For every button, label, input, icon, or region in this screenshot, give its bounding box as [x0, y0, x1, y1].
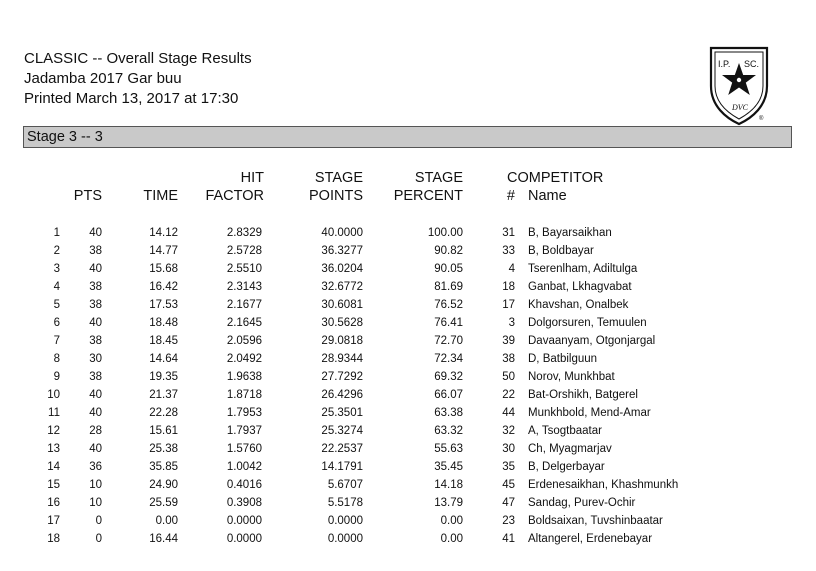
- stage-points-cell: 30.6081: [321, 299, 363, 311]
- time-cell: 19.35: [149, 371, 178, 383]
- place-cell: 4: [53, 281, 60, 293]
- pts-cell: 0: [95, 533, 102, 545]
- stage-points-cell: 22.2537: [321, 443, 363, 455]
- place-cell: 9: [53, 371, 60, 383]
- header-hit: HIT: [240, 170, 264, 186]
- report-title: CLASSIC -- Overall Stage Results: [24, 50, 252, 67]
- table-row: [0, 224, 816, 242]
- competitor-name-cell: Norov, Munkhbat: [528, 371, 615, 383]
- stage-points-cell: 25.3274: [321, 425, 363, 437]
- competitor-name-cell: Ch, Myagmarjav: [528, 443, 612, 455]
- place-cell: 3: [53, 263, 60, 275]
- competitor-number-cell: 23: [502, 515, 515, 527]
- pts-cell: 38: [89, 299, 102, 311]
- hit-factor-cell: 2.1645: [226, 317, 262, 329]
- hit-factor-cell: 0.3908: [226, 497, 262, 509]
- pts-cell: 40: [89, 227, 102, 239]
- pts-cell: 38: [89, 245, 102, 257]
- hit-factor-cell: 0.0000: [226, 515, 262, 527]
- pts-cell: 40: [89, 443, 102, 455]
- time-cell: 16.44: [149, 533, 178, 545]
- time-cell: 14.12: [149, 227, 178, 239]
- competitor-number-cell: 45: [502, 479, 515, 491]
- hit-factor-cell: 1.7953: [226, 407, 262, 419]
- competitor-number-cell: 44: [502, 407, 515, 419]
- place-cell: 13: [47, 443, 60, 455]
- ipsc-shield-icon: [708, 42, 770, 126]
- stage-percent-cell: 69.32: [434, 371, 463, 383]
- table-row: [0, 404, 816, 422]
- competitor-number-cell: 22: [502, 389, 515, 401]
- header-stage-points-top: STAGE: [314, 170, 363, 186]
- hit-factor-cell: 1.5760: [226, 443, 262, 455]
- header-pts: PTS: [73, 188, 102, 204]
- competitor-name-cell: A, Tsogtbaatar: [528, 425, 602, 437]
- stage-points-cell: 25.3501: [321, 407, 363, 419]
- stage-percent-cell: 35.45: [434, 461, 463, 473]
- stage-points-cell: 32.6772: [321, 281, 363, 293]
- hit-factor-cell: 1.7937: [226, 425, 262, 437]
- hit-factor-cell: 2.0492: [226, 353, 262, 365]
- stage-percent-cell: 81.69: [434, 281, 463, 293]
- hit-factor-cell: 1.8718: [226, 389, 262, 401]
- competitor-name-cell: Altangerel, Erdenebayar: [528, 533, 653, 545]
- stage-points-cell: 36.3277: [321, 245, 363, 257]
- competitor-name-cell: B, Bayarsaikhan: [528, 227, 612, 239]
- competitor-number-cell: 30: [502, 443, 515, 455]
- place-cell: 7: [53, 335, 60, 347]
- header-percent: PERCENT: [393, 188, 463, 204]
- table-row: [0, 278, 816, 296]
- logo-text-right: SC.: [744, 59, 760, 69]
- competitor-name-cell: Bat-Orshikh, Batgerel: [528, 389, 638, 401]
- header-time: TIME: [143, 188, 178, 204]
- hit-factor-cell: 1.9638: [226, 371, 262, 383]
- time-cell: 22.28: [149, 407, 178, 419]
- stage-percent-cell: 13.79: [434, 497, 463, 509]
- pts-cell: 38: [89, 371, 102, 383]
- time-cell: 24.90: [149, 479, 178, 491]
- pts-cell: 28: [89, 425, 102, 437]
- competitor-name-cell: Khavshan, Onalbek: [528, 299, 629, 311]
- competitor-number-cell: 38: [502, 353, 515, 365]
- stage-points-cell: 36.0204: [321, 263, 363, 275]
- stage-percent-cell: 14.18: [434, 479, 463, 491]
- stage-percent-cell: 72.70: [434, 335, 463, 347]
- place-cell: 15: [47, 479, 60, 491]
- time-cell: 14.77: [149, 245, 178, 257]
- report-header: [24, 49, 252, 109]
- pts-cell: 0: [95, 515, 102, 527]
- hit-factor-cell: 2.5728: [226, 245, 262, 257]
- stage-percent-cell: 55.63: [434, 443, 463, 455]
- time-cell: 15.68: [149, 263, 178, 275]
- pts-cell: 30: [89, 353, 102, 365]
- pts-cell: 38: [89, 281, 102, 293]
- time-cell: 25.59: [149, 497, 178, 509]
- stage-percent-cell: 100.00: [427, 227, 463, 239]
- stage-points-cell: 40.0000: [321, 227, 363, 239]
- hit-factor-cell: 2.3143: [226, 281, 262, 293]
- competitor-number-cell: 32: [502, 425, 515, 437]
- hit-factor-cell: 2.8329: [226, 227, 262, 239]
- stage-title: Stage 3 -- 3: [27, 129, 103, 145]
- hit-factor-cell: 0.4016: [226, 479, 262, 491]
- match-name: Jadamba 2017 Gar buu: [24, 70, 182, 87]
- pts-cell: 36: [89, 461, 102, 473]
- competitor-name-cell: B, Delgerbayar: [528, 461, 605, 473]
- pts-cell: 40: [89, 407, 102, 419]
- stage-points-cell: 5.5178: [327, 497, 363, 509]
- time-cell: 25.38: [149, 443, 178, 455]
- header-factor: FACTOR: [205, 188, 264, 204]
- competitor-number-cell: 35: [502, 461, 515, 473]
- table-row: [0, 314, 816, 332]
- competitor-number-cell: 3: [508, 317, 515, 329]
- competitor-number-cell: 18: [502, 281, 515, 293]
- competitor-number-cell: 39: [502, 335, 515, 347]
- place-cell: 16: [47, 497, 60, 509]
- place-cell: 14: [47, 461, 60, 473]
- stage-percent-cell: 0.00: [440, 533, 463, 545]
- table-row: [0, 458, 816, 476]
- printed-timestamp: Printed March 13, 2017 at 17:30: [24, 90, 239, 107]
- table-row: [0, 512, 816, 530]
- header-stage-percent-top: STAGE: [414, 170, 463, 186]
- place-cell: 2: [53, 245, 60, 257]
- table-row: [0, 494, 816, 512]
- table-row: [0, 530, 816, 548]
- place-cell: 11: [48, 407, 60, 419]
- table-row: [0, 260, 816, 278]
- place-cell: 5: [53, 299, 60, 311]
- competitor-number-cell: 47: [502, 497, 515, 509]
- table-row: [0, 386, 816, 404]
- competitor-number-cell: 4: [508, 263, 515, 275]
- place-cell: 18: [47, 533, 60, 545]
- results-table: [0, 224, 816, 548]
- table-row: [0, 350, 816, 368]
- hit-factor-cell: 1.0042: [226, 461, 262, 473]
- stage-percent-cell: 76.41: [434, 317, 463, 329]
- header-points: POINTS: [309, 188, 363, 204]
- time-cell: 14.64: [149, 353, 178, 365]
- stage-percent-cell: 72.34: [434, 353, 463, 365]
- stage-points-cell: 0.0000: [327, 515, 363, 527]
- stage-points-cell: 26.4296: [321, 389, 363, 401]
- stage-percent-cell: 76.52: [434, 299, 463, 311]
- stage-points-cell: 14.1791: [321, 461, 363, 473]
- table-row: [0, 332, 816, 350]
- table-row: [0, 242, 816, 260]
- stage-points-cell: 5.6707: [327, 479, 363, 491]
- header-name: Name: [528, 188, 567, 204]
- hit-factor-cell: 0.0000: [226, 533, 262, 545]
- registered-mark: ®: [759, 116, 764, 122]
- time-cell: 17.53: [149, 299, 178, 311]
- stage-percent-cell: 0.00: [440, 515, 463, 527]
- competitor-number-cell: 31: [502, 227, 515, 239]
- stage-points-cell: 29.0818: [321, 335, 363, 347]
- competitor-number-cell: 33: [502, 245, 515, 257]
- pts-cell: 40: [89, 317, 102, 329]
- table-row: [0, 422, 816, 440]
- header-competitor: COMPETITOR: [507, 170, 604, 186]
- pts-cell: 40: [89, 263, 102, 275]
- time-cell: 18.48: [149, 317, 178, 329]
- competitor-name-cell: Ganbat, Lkhagvabat: [528, 281, 632, 293]
- time-cell: 35.85: [149, 461, 178, 473]
- competitor-name-cell: B, Boldbayar: [528, 245, 594, 257]
- pts-cell: 38: [89, 335, 102, 347]
- competitor-number-cell: 41: [502, 533, 515, 545]
- time-cell: 15.61: [149, 425, 178, 437]
- stage-percent-cell: 63.38: [434, 407, 463, 419]
- stage-percent-cell: 63.32: [434, 425, 463, 437]
- competitor-number-cell: 50: [502, 371, 515, 383]
- place-cell: 8: [53, 353, 60, 365]
- pts-cell: 10: [89, 497, 102, 509]
- time-cell: 0.00: [155, 515, 178, 527]
- competitor-name-cell: Munkhbold, Mend-Amar: [528, 407, 651, 419]
- pts-cell: 10: [89, 479, 102, 491]
- stage-points-cell: 27.7292: [321, 371, 363, 383]
- table-row: [0, 296, 816, 314]
- competitor-name-cell: Erdenesaikhan, Khashmunkh: [528, 479, 679, 491]
- stage-title-bar: [23, 126, 792, 148]
- table-row: [0, 440, 816, 458]
- logo-motto: DVC: [732, 103, 748, 112]
- table-row: [0, 368, 816, 386]
- time-cell: 21.37: [149, 389, 178, 401]
- stage-percent-cell: 90.82: [434, 245, 463, 257]
- place-cell: 17: [47, 515, 60, 527]
- hit-factor-cell: 2.1677: [226, 299, 262, 311]
- competitor-name-cell: D, Batbilguun: [528, 353, 598, 365]
- time-cell: 16.42: [149, 281, 178, 293]
- stage-percent-cell: 90.05: [434, 263, 463, 275]
- place-cell: 1: [53, 227, 60, 239]
- stage-points-cell: 28.9344: [321, 353, 363, 365]
- stage-percent-cell: 66.07: [434, 389, 463, 401]
- place-cell: 10: [47, 389, 60, 401]
- hit-factor-cell: 2.0596: [226, 335, 262, 347]
- competitor-name-cell: Sandag, Purev-Ochir: [528, 497, 636, 509]
- hit-factor-cell: 2.5510: [226, 263, 262, 275]
- pts-cell: 40: [89, 389, 102, 401]
- table-row: [0, 476, 816, 494]
- header-num: #: [506, 188, 515, 204]
- logo-text-left: I.P.: [718, 59, 731, 69]
- competitor-name-cell: Boldsaixan, Tuvshinbaatar: [528, 515, 663, 527]
- competitor-name-cell: Dolgorsuren, Temuulen: [528, 317, 647, 329]
- competitor-name-cell: Davaanyam, Otgonjargal: [528, 335, 656, 347]
- stage-points-cell: 0.0000: [327, 533, 363, 545]
- stage-points-cell: 30.5628: [321, 317, 363, 329]
- time-cell: 18.45: [149, 335, 178, 347]
- competitor-number-cell: 17: [502, 299, 515, 311]
- competitor-name-cell: Tserenlham, Adiltulga: [528, 263, 638, 275]
- place-cell: 6: [53, 317, 60, 329]
- place-cell: 12: [47, 425, 60, 437]
